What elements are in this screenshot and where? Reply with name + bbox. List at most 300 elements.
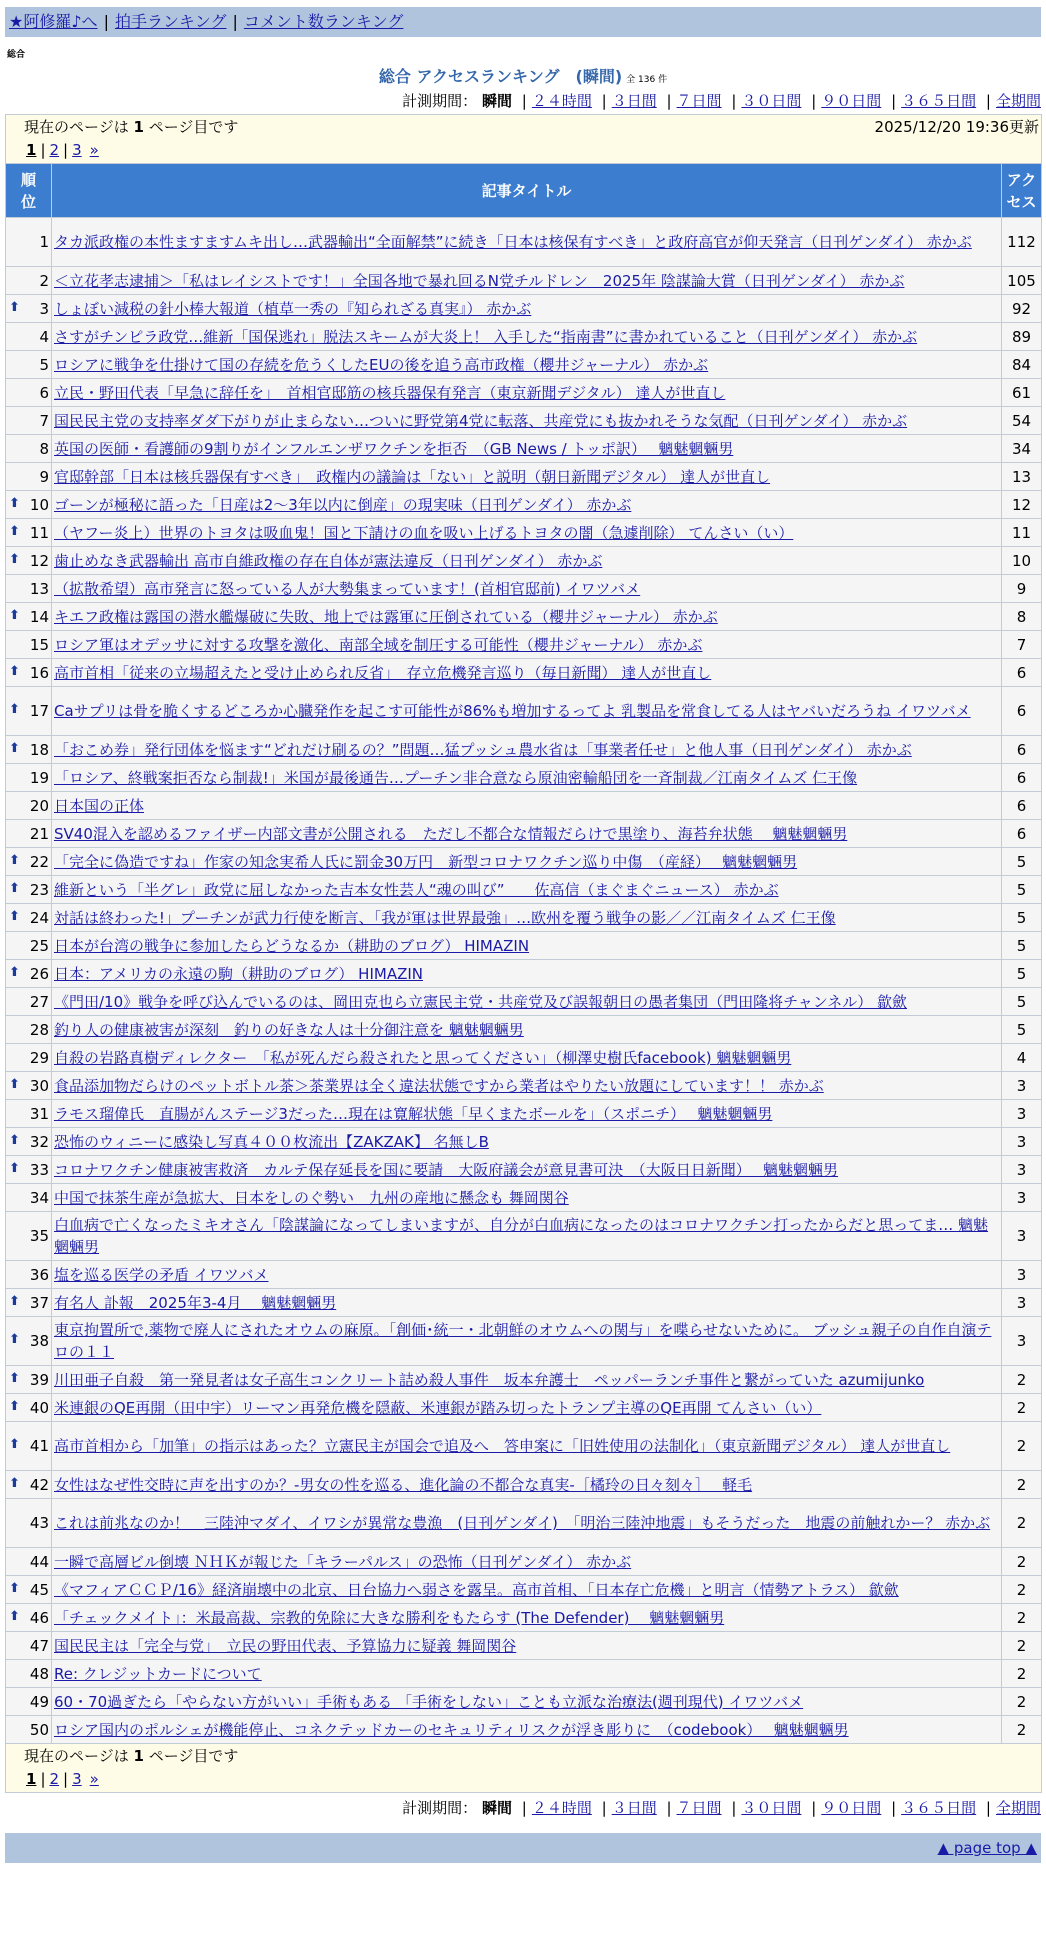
rank-number: 16 xyxy=(29,663,49,682)
article-title-link[interactable]: SV40混入を認めるファイザー内部文書が公開される ただし不都合な情報だらけで黒塗り、海苔弁状態 魑魅魍魎男 xyxy=(54,824,848,843)
rank-number: 31 xyxy=(29,1104,49,1123)
rank-number: 12 xyxy=(29,551,49,570)
access-count: 2 xyxy=(1002,1660,1042,1688)
article-title-link[interactable]: 食品添加物だらけのペットボトル茶＞茶業界は全く違法状態ですから業者はやりたい放題にしています！！ 赤かぶ xyxy=(54,1076,824,1095)
article-title-link[interactable]: 女性はなぜ性交時に声を出すのか？-男女の性を巡る、進化論の不都合な真実-［橘玲の日々刻々］ 軽毛 xyxy=(54,1475,753,1494)
rank-cell xyxy=(6,764,52,792)
rank-cell xyxy=(6,1632,52,1660)
article-title-link[interactable]: 60・70過ぎたら「やらない方がいい」手術もある 「手術をしない」ことも立派な治療法(週刊現代) イワツバメ xyxy=(54,1692,804,1711)
access-count: 6 xyxy=(1002,792,1042,820)
table-row xyxy=(6,603,1042,631)
access-count: 112 xyxy=(1002,218,1042,267)
rank-cell xyxy=(6,876,52,904)
up-arrow-icon: ⬆ xyxy=(9,1608,20,1624)
article-title-link[interactable]: ラモス瑠偉氏 直腸がんステージ3だった…現在は寛解状態「早くまたボールを」（スポニチ） 魑魅魍魎男 xyxy=(54,1104,773,1123)
period-link-30d[interactable]: ３０日間 xyxy=(741,1799,802,1817)
article-title-link[interactable]: 米連銀のQE再開（田中宇）リーマン再発危機を隠蔽、米連銀が踏み切ったトランプ主導のQE再開 てんさい（い） xyxy=(54,1398,822,1417)
rank-number: 28 xyxy=(29,1020,49,1039)
rank-cell xyxy=(6,631,52,659)
article-title-link[interactable]: 「おこめ券」発行団体を悩ます“どれだけ刷るの？”問題…猛プッシュ農水省は「事業者任せ」と他人事（日刊ゲンダイ） 赤かぶ xyxy=(54,740,912,759)
article-title-link[interactable]: 川田亜子自殺 第一発見者は女子高生コンクリート詰め殺人事件 坂本弁護士 ペッパーランチ事件と繋がっていた azumijunko xyxy=(54,1370,925,1389)
article-title-link[interactable]: 歯止めなき武器輸出 高市自維政権の存在自体が憲法違反（日刊ゲンダイ） 赤かぶ xyxy=(54,551,603,570)
article-title-link[interactable]: 東京拘置所で,薬物で廃人にされたオウムの麻原。「創価･統一・北朝鮮のオウムへの関与」を喋らせないために。 ブッシュ親子の自作自演テロの１１ xyxy=(54,1321,992,1361)
article-title-link[interactable]: （ヤフー炎上）世界のトヨタは吸血鬼！国と下請けの血を吸い上げるトヨタの闇（急遽削除） てんさい（い） xyxy=(54,523,794,542)
title-cell xyxy=(52,687,1002,736)
up-arrow-icon: ⬆ xyxy=(9,908,20,924)
article-title-link[interactable]: タカ派政権の本性ますますムキ出し…武器輸出“全面解禁”に続き「日本は核保有すべき」と政府高官が仰天発言（日刊ゲンダイ） 赤かぶ xyxy=(54,233,972,251)
up-arrow-icon: ⬆ xyxy=(9,523,20,539)
access-count: 2 xyxy=(1002,1632,1042,1660)
article-title-link[interactable]: 国民民主は「完全与党」 立民の野田代表、予算協力に疑義 舞岡関谷 xyxy=(54,1636,517,1655)
rank-number: 37 xyxy=(29,1293,49,1312)
table-row xyxy=(6,1366,1042,1394)
rank-cell xyxy=(6,1212,52,1261)
title-cell xyxy=(52,1044,1002,1072)
page-top-link[interactable]: ▲ page top ▲ xyxy=(937,1839,1037,1857)
access-count: 6 xyxy=(1002,687,1042,736)
rank-cell xyxy=(6,1576,52,1604)
rank-number: 1 xyxy=(39,233,49,251)
title-cell xyxy=(52,820,1002,848)
rank-cell xyxy=(6,1072,52,1100)
access-count: 2 xyxy=(1002,1688,1042,1716)
article-title-link[interactable]: 「ロシア、終戦案拒否なら制裁!」米国が最後通告…プーチン非合意なら原油密輸船団を一斉制裁／江南タイムズ 仁王像 xyxy=(54,768,858,787)
title-cell xyxy=(52,1688,1002,1716)
table-row xyxy=(6,1548,1042,1576)
ranking-title-text: 総合 アクセスランキング (瞬間) xyxy=(378,67,623,86)
pager-page-2[interactable]: 2 xyxy=(49,1770,60,1788)
rank-cell xyxy=(6,1184,52,1212)
pager-page-3[interactable]: 3 xyxy=(72,141,82,159)
article-title-link[interactable]: 国民民主党の支持率ダダ下がりが止まらない…ついに野党第4党に転落、共産党にも抜かれそうな気配（日刊ゲンダイ） 赤かぶ xyxy=(54,411,908,430)
article-title-link[interactable]: ＜立花孝志逮捕＞「私はレイシストです！」全国各地で暴れ回るN党チルドレン 2025年 陰謀論大賞（日刊ゲンダイ） 赤かぶ xyxy=(54,271,905,290)
table-row xyxy=(6,519,1042,547)
title-cell xyxy=(52,1576,1002,1604)
table-row xyxy=(6,960,1042,988)
rank-number: 18 xyxy=(29,740,49,759)
period-selector-bottom: 計測期間： 瞬間 | ２４時間 | ３日間 | ７日間 | ３０日間 | ９０日間 | ３６５日間 | 全期間 xyxy=(402,1799,1041,1817)
ranking-title xyxy=(5,66,1041,88)
article-title-link[interactable]: ゴーンが極秘に語った「日産は2〜3年以内に倒産」の現実味（日刊ゲンダイ） 赤かぶ xyxy=(54,495,632,514)
access-count: 34 xyxy=(1002,435,1042,463)
rank-number: 2 xyxy=(39,271,49,290)
up-arrow-icon: ⬆ xyxy=(9,1437,20,1452)
up-arrow-icon: ⬆ xyxy=(9,1076,20,1092)
rank-number: 38 xyxy=(29,1332,49,1350)
article-title-link[interactable]: 高市首相から「加筆」の指示はあった？立憲民主が国会で追及へ 答申案に「旧姓使用の法制化」（東京新聞デジタル） 達人が世直し xyxy=(54,1437,951,1455)
article-title-link[interactable]: Re: クレジットカードについて xyxy=(54,1664,262,1683)
access-count: 84 xyxy=(1002,351,1042,379)
up-arrow-icon: ⬆ xyxy=(9,1132,20,1148)
rank-number: 5 xyxy=(39,355,49,374)
table-row xyxy=(6,323,1042,351)
table-row xyxy=(6,904,1042,932)
rank-cell xyxy=(6,1317,52,1366)
rank-cell xyxy=(6,1688,52,1716)
rank-cell xyxy=(6,379,52,407)
title-cell xyxy=(52,848,1002,876)
access-count: 105 xyxy=(1002,267,1042,295)
pager-next[interactable]: » xyxy=(89,141,99,159)
rank-cell xyxy=(6,1422,52,1471)
up-arrow-icon: ⬆ xyxy=(9,1370,20,1386)
title-cell xyxy=(52,1156,1002,1184)
comment-ranking-link[interactable]: コメント数ランキング xyxy=(243,12,404,31)
title-cell xyxy=(52,491,1002,519)
table-row xyxy=(6,547,1042,575)
period-current: 瞬間 xyxy=(481,92,512,110)
rank-cell xyxy=(6,1660,52,1688)
rank-number: 10 xyxy=(29,495,49,514)
title-cell xyxy=(52,1072,1002,1100)
access-count: 7 xyxy=(1002,631,1042,659)
info-bar-top xyxy=(6,115,1042,164)
table-row xyxy=(6,1632,1042,1660)
period-link-all[interactable]: 全期間 xyxy=(995,1799,1041,1817)
access-count: 3 xyxy=(1002,1261,1042,1289)
article-title-link[interactable]: キエフ政権は露国の潜水艦爆破に失敗、地上では露軍に圧倒されている（櫻井ジャーナル） 赤かぶ xyxy=(54,607,718,626)
rank-number: 6 xyxy=(39,383,49,402)
article-title-link[interactable]: 塩を巡る医学の矛盾 イワツバメ xyxy=(54,1265,269,1284)
title-cell xyxy=(52,1128,1002,1156)
article-title-link[interactable]: 《門田/10》戦争を呼び込んでいるのは、岡田克也ら立憲民主党・共産党及び誤報朝日の愚者集団（門田隆将チャンネル） 歙歛 xyxy=(54,992,908,1011)
up-arrow-icon: ⬆ xyxy=(9,495,20,511)
access-count: 2 xyxy=(1002,1499,1042,1548)
rank-cell xyxy=(6,659,52,687)
rank-cell xyxy=(6,463,52,491)
rank-number: 25 xyxy=(29,936,49,955)
rank-number: 13 xyxy=(29,579,49,598)
table-row xyxy=(6,1688,1042,1716)
current-page-text-bottom: 現在のページは 1 ページ目です xyxy=(24,1747,239,1765)
article-title-link[interactable]: 維新という「半グレ」政党に屈しなかった吉本女性芸人“魂の叫び” 佐高信（まぐまぐニュース） 赤かぶ xyxy=(54,880,779,899)
rank-number: 34 xyxy=(29,1188,49,1207)
table-row xyxy=(6,792,1042,820)
rank-number: 20 xyxy=(29,796,49,815)
rank-cell xyxy=(6,1261,52,1289)
table-row xyxy=(6,1604,1042,1632)
period-link-24h[interactable]: ２４時間 xyxy=(531,92,592,110)
article-title-link[interactable]: 一瞬で高層ビル倒壊 ＮＨＫが報じた「キラーパルス」の恐怖（日刊ゲンダイ） 赤かぶ xyxy=(54,1552,632,1571)
up-arrow-icon: ⬆ xyxy=(9,852,20,868)
rank-number: 24 xyxy=(29,908,49,927)
rank-number: 30 xyxy=(29,1076,49,1095)
rank-cell xyxy=(6,1471,52,1499)
access-count: 11 xyxy=(1002,519,1042,547)
title-cell xyxy=(52,218,1002,267)
article-title-link[interactable]: これは前兆なのか！ 三陸沖マダイ、イワシが異常な豊漁 (日刊ゲンダイ) 「明治三陸沖地震」もそうだった 地震の前触れかー？ 赤かぶ xyxy=(54,1514,991,1532)
title-cell xyxy=(52,1317,1002,1366)
access-count: 3 xyxy=(1002,1289,1042,1317)
rank-number: 33 xyxy=(29,1160,49,1179)
home-link[interactable]: ★阿修羅♪へ xyxy=(9,12,98,31)
access-count: 3 xyxy=(1002,1156,1042,1184)
updated-timestamp: 2025/12/20 19:36更新 xyxy=(874,118,1039,136)
access-count: 2 xyxy=(1002,1471,1042,1499)
title-cell xyxy=(52,932,1002,960)
article-title-link[interactable]: コロナワクチン健康被害救済 カルテ保存延長を国に要請 大阪府議会が意見書可決 （大阪日日新聞） 魑魅魍魎男 xyxy=(54,1160,839,1179)
rank-cell xyxy=(6,988,52,1016)
table-row xyxy=(6,932,1042,960)
up-arrow-icon: ⬆ xyxy=(9,551,20,567)
rank-cell xyxy=(6,848,52,876)
table-row xyxy=(6,407,1042,435)
info-bar-bottom xyxy=(6,1744,1042,1793)
rank-number: 44 xyxy=(29,1552,49,1571)
article-title-link[interactable]: 高市首相「従来の立場超えたと受け止められ反省」 存立危機発言巡り（毎日新聞） 達人が世直し xyxy=(54,663,712,682)
table-row xyxy=(6,379,1042,407)
article-title-link[interactable]: ロシアに戦争を仕掛けて国の存続を危うくしたEUの後を追う高市政権（櫻井ジャーナル） 赤かぶ xyxy=(54,355,709,374)
table-row xyxy=(6,218,1042,267)
table-row xyxy=(6,1660,1042,1688)
title-cell xyxy=(52,1422,1002,1471)
period-link-90d[interactable]: ９０日間 xyxy=(821,1799,882,1817)
article-title-link[interactable]: ロシア国内のポルシェが機能停止、コネクテッドカーのセキュリティリスクが浮き彫りに （codebook） 魑魅魍魎男 xyxy=(54,1720,849,1739)
rank-cell xyxy=(6,575,52,603)
table-row xyxy=(6,463,1042,491)
rank-number: 8 xyxy=(39,439,49,458)
title-cell xyxy=(52,295,1002,323)
article-title-link[interactable]: 日本が台湾の戦争に参加したらどうなるか（耕助のブログ） HIMAZIN xyxy=(54,936,530,955)
article-title-link[interactable]: 「完全に偽造ですね」作家の知念実希人氏に罰金30万円 新型コロナワクチン巡り中傷 （産経） 魑魅魍魎男 xyxy=(54,852,798,871)
table-row xyxy=(6,491,1042,519)
title-cell xyxy=(52,736,1002,764)
article-title-link[interactable]: ロシア軍はオデッサに対する攻撃を激化、南部全域を制圧する可能性（櫻井ジャーナル） 赤かぶ xyxy=(54,635,703,654)
separator: | xyxy=(232,12,238,31)
rank-cell xyxy=(6,407,52,435)
up-arrow-icon: ⬆ xyxy=(9,663,20,679)
rank-cell xyxy=(6,519,52,547)
pager-page-3[interactable]: 3 xyxy=(72,1770,82,1788)
title-cell xyxy=(52,1604,1002,1632)
access-count: 2 xyxy=(1002,1716,1042,1744)
title-cell xyxy=(52,792,1002,820)
title-cell xyxy=(52,1632,1002,1660)
table-row xyxy=(6,435,1042,463)
period-selector: 計測期間： 瞬間 | ２４時間 | ３日間 | ７日間 | ３０日間 | ９０日間 | ３６５日間 | 全期間 xyxy=(402,92,1041,110)
rank-number: 4 xyxy=(39,327,49,346)
access-count: 3 xyxy=(1002,1128,1042,1156)
rank-cell xyxy=(6,687,52,736)
period-link-365d[interactable]: ３６５日間 xyxy=(901,92,977,110)
pager-next[interactable]: » xyxy=(89,1770,99,1788)
pager-current-page[interactable]: 1 xyxy=(26,141,37,159)
up-arrow-icon: ⬆ xyxy=(9,1293,20,1309)
article-title-link[interactable]: 「チェックメイト」：米最高裁、宗教的免除に大きな勝利をもたらす (The Defender) 魑魅魍魎男 xyxy=(54,1608,725,1627)
column-header-title: 記事タイトル xyxy=(52,164,1002,218)
table-row xyxy=(6,1184,1042,1212)
access-count: 2 xyxy=(1002,1394,1042,1422)
article-title-link[interactable]: 立民・野田代表「早急に辞任を」 首相官邸筋の核兵器保有発言（東京新聞デジタル） 達人が世直し xyxy=(54,383,726,402)
period-label: 計測期間： xyxy=(402,92,478,110)
article-title-link[interactable]: 恐怖のウィニーに感染し写真４００枚流出【ZAKZAK】 名無しB xyxy=(54,1132,489,1151)
rank-cell xyxy=(6,218,52,267)
period-label: 計測期間： xyxy=(402,1799,478,1817)
article-title-link[interactable]: 英国の医師・看護師の9割りがインフルエンザワクチンを拒否 （GB News / トッポ訳） 魑魅魍魎男 xyxy=(54,439,734,458)
rank-cell xyxy=(6,932,52,960)
rank-cell xyxy=(6,1716,52,1744)
table-row xyxy=(6,1072,1042,1100)
period-link-7d[interactable]: ７日間 xyxy=(676,92,722,110)
rank-cell xyxy=(6,603,52,631)
rank-number: 42 xyxy=(29,1475,49,1494)
up-arrow-icon: ⬆ xyxy=(9,1332,20,1347)
table-row xyxy=(6,1317,1042,1366)
rank-cell xyxy=(6,1366,52,1394)
title-cell xyxy=(52,407,1002,435)
table-row xyxy=(6,876,1042,904)
rank-number: 7 xyxy=(39,411,49,430)
title-cell xyxy=(52,351,1002,379)
table-row xyxy=(6,1128,1042,1156)
up-arrow-icon: ⬆ xyxy=(9,880,20,896)
rank-cell xyxy=(6,1156,52,1184)
article-title-link[interactable]: 白血病で亡くなったミキオさん「陰謀論になってしまいますが、自分が白血病になったのはコロナワクチン打ったからだと思ってま… 魑魅魍魎男 xyxy=(54,1216,989,1256)
up-arrow-icon: ⬆ xyxy=(9,1160,20,1176)
table-row xyxy=(6,687,1042,736)
rank-cell xyxy=(6,820,52,848)
rank-cell xyxy=(6,1604,52,1632)
period-link-365d[interactable]: ３６５日間 xyxy=(901,1799,977,1817)
rank-number: 19 xyxy=(29,768,49,787)
title-cell xyxy=(52,1548,1002,1576)
rank-cell xyxy=(6,1289,52,1317)
access-count: 61 xyxy=(1002,379,1042,407)
article-title-link[interactable]: 中国で抹茶生産が急拡大、日本をしのぐ勢い 九州の産地に懸念も 舞岡関谷 xyxy=(54,1188,569,1207)
rank-cell xyxy=(6,736,52,764)
rank-number: 35 xyxy=(29,1227,49,1245)
rank-number: 29 xyxy=(29,1048,49,1067)
access-count: 89 xyxy=(1002,323,1042,351)
access-count: 2 xyxy=(1002,1366,1042,1394)
period-link-24h[interactable]: ２４時間 xyxy=(531,1799,592,1817)
rank-cell xyxy=(6,904,52,932)
period-link-90d[interactable]: ９０日間 xyxy=(821,92,882,110)
table-row xyxy=(6,1289,1042,1317)
pager-current-page[interactable]: 1 xyxy=(26,1770,37,1788)
rank-cell xyxy=(6,1016,52,1044)
rank-number: 36 xyxy=(29,1265,49,1284)
access-count: 5 xyxy=(1002,876,1042,904)
table-row xyxy=(6,1016,1042,1044)
title-cell xyxy=(52,547,1002,575)
access-count: 2 xyxy=(1002,1576,1042,1604)
table-row xyxy=(6,1422,1042,1471)
article-title-link[interactable]: 自殺の岩路真樹ディレクター 「私が死んだら殺されたと思ってください」（柳澤史樹氏facebook) 魑魅魍魎男 xyxy=(54,1048,792,1067)
period-link-7d[interactable]: ７日間 xyxy=(676,1799,722,1817)
column-header-rank: 順位 xyxy=(6,164,52,218)
table-row xyxy=(6,267,1042,295)
title-cell xyxy=(52,519,1002,547)
access-count: 6 xyxy=(1002,820,1042,848)
rank-cell xyxy=(6,1548,52,1576)
access-count: 2 xyxy=(1002,1604,1042,1632)
access-count: 3 xyxy=(1002,1317,1042,1366)
title-cell xyxy=(52,764,1002,792)
title-cell xyxy=(52,1499,1002,1548)
title-cell xyxy=(52,960,1002,988)
table-row xyxy=(6,631,1042,659)
title-cell xyxy=(52,379,1002,407)
title-cell xyxy=(52,659,1002,687)
access-count: 5 xyxy=(1002,932,1042,960)
table-row xyxy=(6,848,1042,876)
table-row xyxy=(6,1716,1042,1744)
rank-number: 9 xyxy=(39,467,49,486)
article-title-link[interactable]: 《マフィアＣＣＰ/16》経済崩壊中の北京、日台協力へ弱さを露呈。高市首相、「日本存亡危機」と明言（情勢アトラス） 歙歛 xyxy=(54,1580,899,1599)
rank-cell xyxy=(6,267,52,295)
table-row xyxy=(6,820,1042,848)
period-link-3d[interactable]: ３日間 xyxy=(611,92,657,110)
period-link-all[interactable]: 全期間 xyxy=(995,92,1041,110)
article-title-link[interactable]: （拡散希望）高市発言に怒っている人が大勢集まっています！(首相官邸前) イワツバメ xyxy=(54,579,641,598)
article-title-link[interactable]: 対話は終わった!」プーチンが武力行使を断言、「我が軍は世界最強」…欧州を覆う戦争の影／／江南タイムズ 仁王像 xyxy=(54,908,836,927)
title-cell xyxy=(52,575,1002,603)
title-cell xyxy=(52,1016,1002,1044)
table-row xyxy=(6,1576,1042,1604)
article-title-link[interactable]: Caサプリは骨を脆くするどころか心臓発作を起こす可能性が86%も増加するってよ 乳製品を常食してる人はヤバいだろうね イワツバメ xyxy=(54,702,971,720)
access-count: 8 xyxy=(1002,603,1042,631)
access-count: 5 xyxy=(1002,1016,1042,1044)
access-count: 54 xyxy=(1002,407,1042,435)
up-arrow-icon: ⬆ xyxy=(9,1580,20,1596)
article-title-link[interactable]: 官邸幹部「日本は核兵器保有すべき」 政権内の議論は「ない」と説明（朝日新聞デジタル） 達人が世直し xyxy=(54,467,771,486)
rank-number: 17 xyxy=(29,702,49,720)
title-cell xyxy=(52,631,1002,659)
up-arrow-icon: ⬆ xyxy=(9,607,20,623)
title-cell xyxy=(52,1184,1002,1212)
title-cell xyxy=(52,1716,1002,1744)
title-cell xyxy=(52,267,1002,295)
title-cell xyxy=(52,603,1002,631)
article-title-link[interactable]: さすがチンピラ政党…維新「国保逃れ」脱法スキームが大炎上！ 入手した“指南書”に書かれていること（日刊ゲンダイ） 赤かぶ xyxy=(54,327,918,346)
rank-number: 23 xyxy=(29,880,49,899)
access-count: 92 xyxy=(1002,295,1042,323)
article-title-link[interactable]: 有名人 訃報 2025年3-4月 魑魅魍魎男 xyxy=(54,1293,337,1312)
applause-ranking-link[interactable]: 拍手ランキング xyxy=(114,12,227,31)
article-title-link[interactable]: 日本国の正体 xyxy=(54,796,145,815)
table-row xyxy=(6,1499,1042,1548)
title-cell xyxy=(52,988,1002,1016)
period-link-30d[interactable]: ３０日間 xyxy=(741,92,802,110)
article-title-link[interactable]: 釣り人の健康被害が深刻 釣りの好きな人は十分御注意を 魑魅魍魎男 xyxy=(54,1020,524,1039)
article-title-link[interactable]: しょぼい減税の針小棒大報道（植草一秀の『知られざる真実』） 赤かぶ xyxy=(54,299,532,318)
table-row xyxy=(6,659,1042,687)
rank-number: 32 xyxy=(29,1132,49,1151)
ranking-table xyxy=(5,114,1042,1793)
access-count: 3 xyxy=(1002,1100,1042,1128)
access-count: 6 xyxy=(1002,736,1042,764)
title-cell xyxy=(52,463,1002,491)
title-cell xyxy=(52,876,1002,904)
pager-bottom: 1 | 2 | 3 » xyxy=(26,1770,99,1788)
title-cell xyxy=(52,904,1002,932)
article-title-link[interactable]: 日本：アメリカの永遠の駒（耕助のブログ） HIMAZIN xyxy=(54,964,423,983)
rank-cell xyxy=(6,792,52,820)
pager-page-2[interactable]: 2 xyxy=(49,141,60,159)
title-cell xyxy=(52,1471,1002,1499)
rank-number: 14 xyxy=(29,607,49,626)
access-count: 6 xyxy=(1002,764,1042,792)
access-count: 3 xyxy=(1002,1184,1042,1212)
rank-cell xyxy=(6,547,52,575)
rank-number: 21 xyxy=(29,824,49,843)
total-count: 全 136 件 xyxy=(626,75,668,85)
title-cell xyxy=(52,323,1002,351)
period-link-3d[interactable]: ３日間 xyxy=(611,1799,657,1817)
access-count: 5 xyxy=(1002,960,1042,988)
rank-number: 45 xyxy=(29,1580,49,1599)
